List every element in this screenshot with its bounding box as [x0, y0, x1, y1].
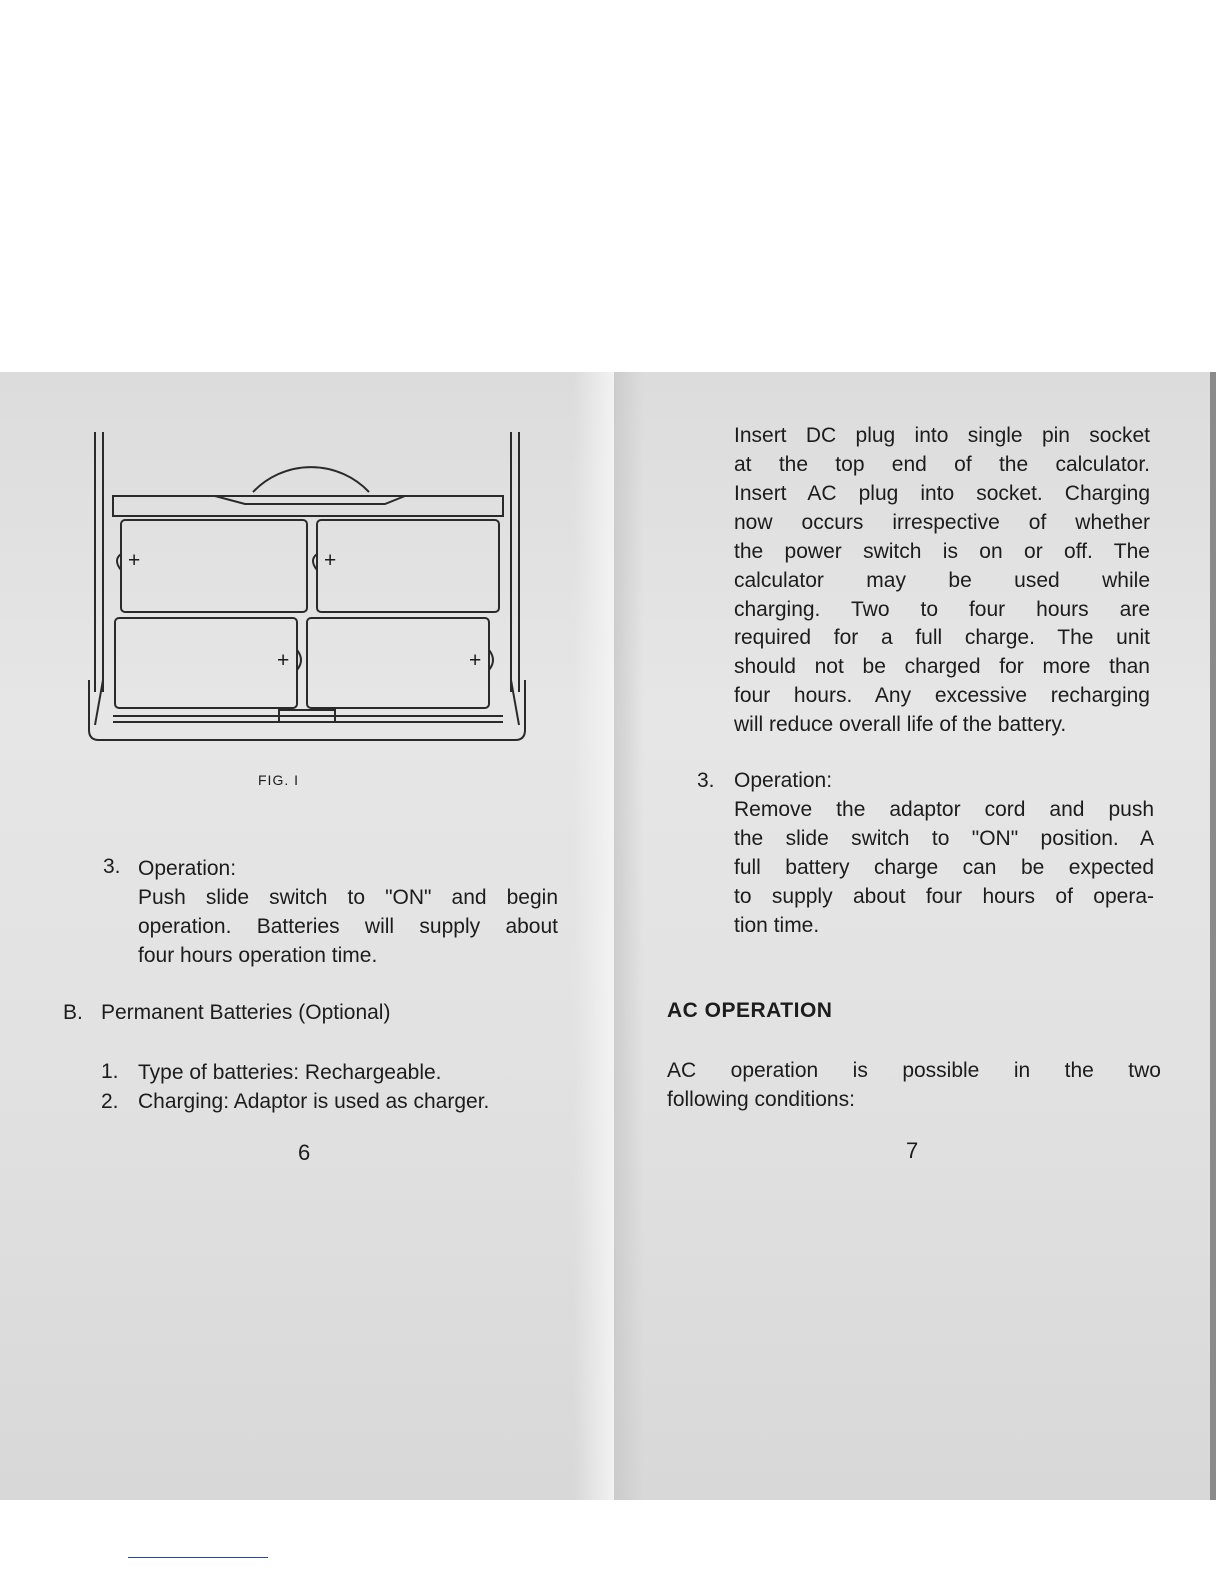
- right-operation-line: full battery charge can be expected: [734, 856, 1154, 879]
- right-operation-line: tion time.: [734, 914, 820, 937]
- charging-line: four hours. Any excessive recharging: [734, 684, 1150, 707]
- left-operation-line: operation. Batteries will supply about: [138, 915, 558, 938]
- left-operation-line: four hours operation time.: [138, 944, 378, 967]
- charging-line: should not be charged for more than: [734, 655, 1150, 678]
- list-item-number: 1.: [101, 1060, 119, 1083]
- left-operation-heading: Operation:: [138, 857, 237, 880]
- battery-plus-sign-2: +: [324, 549, 337, 572]
- right-operation-number: 3.: [697, 769, 715, 792]
- battery-plus-sign-4: +: [469, 649, 482, 672]
- ac-operation-line: following conditions:: [667, 1088, 855, 1111]
- list-item-number: 2.: [101, 1090, 119, 1113]
- right-operation-heading: Operation:: [734, 769, 833, 792]
- section-b-letter: B.: [63, 1001, 83, 1024]
- right-operation-line: to supply about four hours of opera-: [734, 885, 1154, 908]
- charging-line: the power switch is on or off. The: [734, 540, 1150, 563]
- right-operation-line: Remove the adaptor cord and push: [734, 798, 1154, 821]
- charging-line: Insert AC plug into socket. Charging: [734, 482, 1150, 505]
- charging-line: now occurs irrespective of whether: [734, 511, 1150, 534]
- page-number-right: 7: [906, 1138, 919, 1163]
- list-item-text: Type of batteries: Rechargeable.: [138, 1061, 442, 1084]
- battery-plus-sign-1: +: [128, 549, 141, 572]
- charging-line: required for a full charge. The unit: [734, 626, 1150, 649]
- battery-compartment-figure: [85, 430, 535, 745]
- list-item-text: Charging: Adaptor is used as charger.: [138, 1090, 490, 1113]
- charging-line: will reduce overall life of the battery.: [734, 713, 1067, 736]
- left-operation-line: Push slide switch to "ON" and begin: [138, 886, 558, 909]
- left-operation-number: 3.: [103, 855, 121, 878]
- charging-line: calculator may be used while: [734, 569, 1150, 592]
- right-operation-line: the slide switch to "ON" position. A: [734, 827, 1154, 850]
- charging-line: charging. Two to four hours are: [734, 598, 1150, 621]
- figure-caption: FIG. I: [258, 772, 299, 788]
- battery-plus-sign-3: +: [277, 649, 290, 672]
- charging-line: Insert DC plug into single pin socket: [734, 424, 1150, 447]
- charging-line: at the top end of the calculator.: [734, 453, 1150, 476]
- ac-operation-line: AC operation is possible in the two: [667, 1059, 1161, 1082]
- right-page-edge: [1210, 372, 1216, 1500]
- page-number-left: 6: [298, 1140, 311, 1165]
- bottom-blue-rule: [128, 1557, 268, 1558]
- section-b-title: Permanent Batteries (Optional): [101, 1001, 391, 1024]
- ac-operation-heading: AC OPERATION: [667, 999, 833, 1022]
